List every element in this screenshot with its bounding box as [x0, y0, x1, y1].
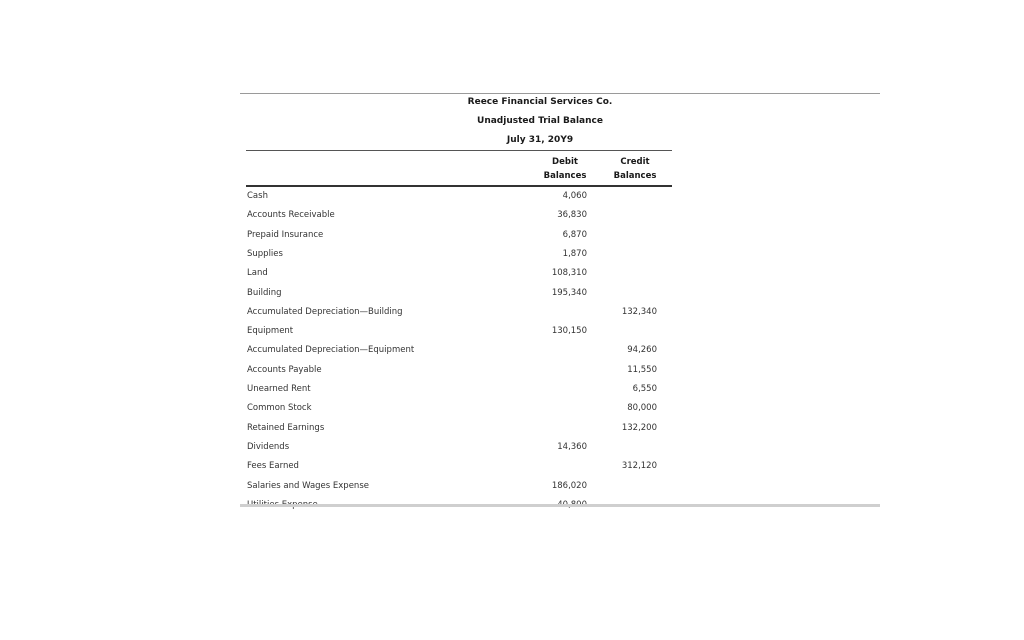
table-row	[247, 442, 667, 461]
table-row	[247, 500, 667, 519]
header-top-rule	[246, 150, 672, 151]
debit-amount: 130,150	[551, 326, 587, 337]
account-name: Accumulated Depreciation—Equipment	[247, 345, 415, 356]
debit-amount: 186,020	[551, 480, 587, 491]
trial-balance-document	[240, 94, 880, 504]
debit-amount: 36,830	[557, 210, 587, 221]
account-name: Supplies	[247, 248, 283, 259]
credit-amount: 11,550	[627, 364, 657, 375]
debit-amount: 1,870	[562, 248, 587, 259]
table-row	[247, 481, 667, 500]
debit-amount: 4,060	[562, 191, 587, 201]
credit-header-line2: Balances	[613, 171, 657, 181]
table-row	[247, 191, 667, 210]
account-name: Unearned Rent	[247, 384, 311, 394]
report-title: Unadjusted Trial Balance	[477, 116, 603, 126]
credit-amount: 6,550	[632, 384, 657, 394]
account-name: Prepaid Insurance	[247, 229, 324, 240]
credit-amount: 132,340	[621, 306, 657, 317]
table-row	[247, 230, 667, 249]
account-name: Retained Earnings	[247, 422, 325, 433]
debit-header-line1: Debit	[552, 157, 578, 167]
account-name: Accumulated Depreciation—Building	[247, 306, 403, 317]
document-bottom-border	[240, 504, 880, 507]
report-date: July 31, 20Y9	[506, 135, 574, 145]
credit-amount: 132,200	[621, 422, 657, 433]
table-row	[247, 423, 667, 442]
header-bottom-rule	[246, 185, 672, 187]
table-row	[247, 210, 667, 229]
table-row	[247, 326, 667, 345]
table-row	[247, 403, 667, 422]
account-name: Fees Earned	[247, 461, 299, 472]
debit-amount: 6,870	[562, 229, 587, 240]
debit-amount: 195,340	[551, 287, 587, 298]
table-row	[247, 365, 667, 384]
table-row	[247, 288, 667, 307]
account-name: Salaries and Wages Expense	[247, 480, 369, 491]
account-name: Equipment	[247, 326, 294, 337]
table-row	[247, 268, 667, 287]
table-row	[247, 345, 667, 364]
company-name: Reece Financial Services Co.	[467, 97, 613, 107]
debit-amount: 14,360	[557, 441, 587, 452]
credit-amount: 312,120	[621, 461, 657, 472]
table-row	[247, 461, 667, 480]
account-name: Accounts Payable	[247, 364, 322, 375]
table-row	[247, 307, 667, 326]
account-name: Dividends	[247, 441, 290, 452]
credit-amount: 80,000	[627, 403, 657, 414]
account-name: Land	[247, 268, 268, 279]
account-name: Cash	[247, 191, 268, 201]
debit-amount: 108,310	[551, 268, 587, 279]
debit-header-line2: Balances	[543, 171, 587, 181]
account-name: Common Stock	[247, 403, 312, 414]
account-name: Accounts Receivable	[247, 210, 335, 221]
account-name: Building	[247, 287, 282, 298]
credit-amount: 94,260	[627, 345, 657, 356]
table-row	[247, 384, 667, 403]
credit-header-line1: Credit	[620, 157, 650, 167]
table-row	[247, 249, 667, 268]
